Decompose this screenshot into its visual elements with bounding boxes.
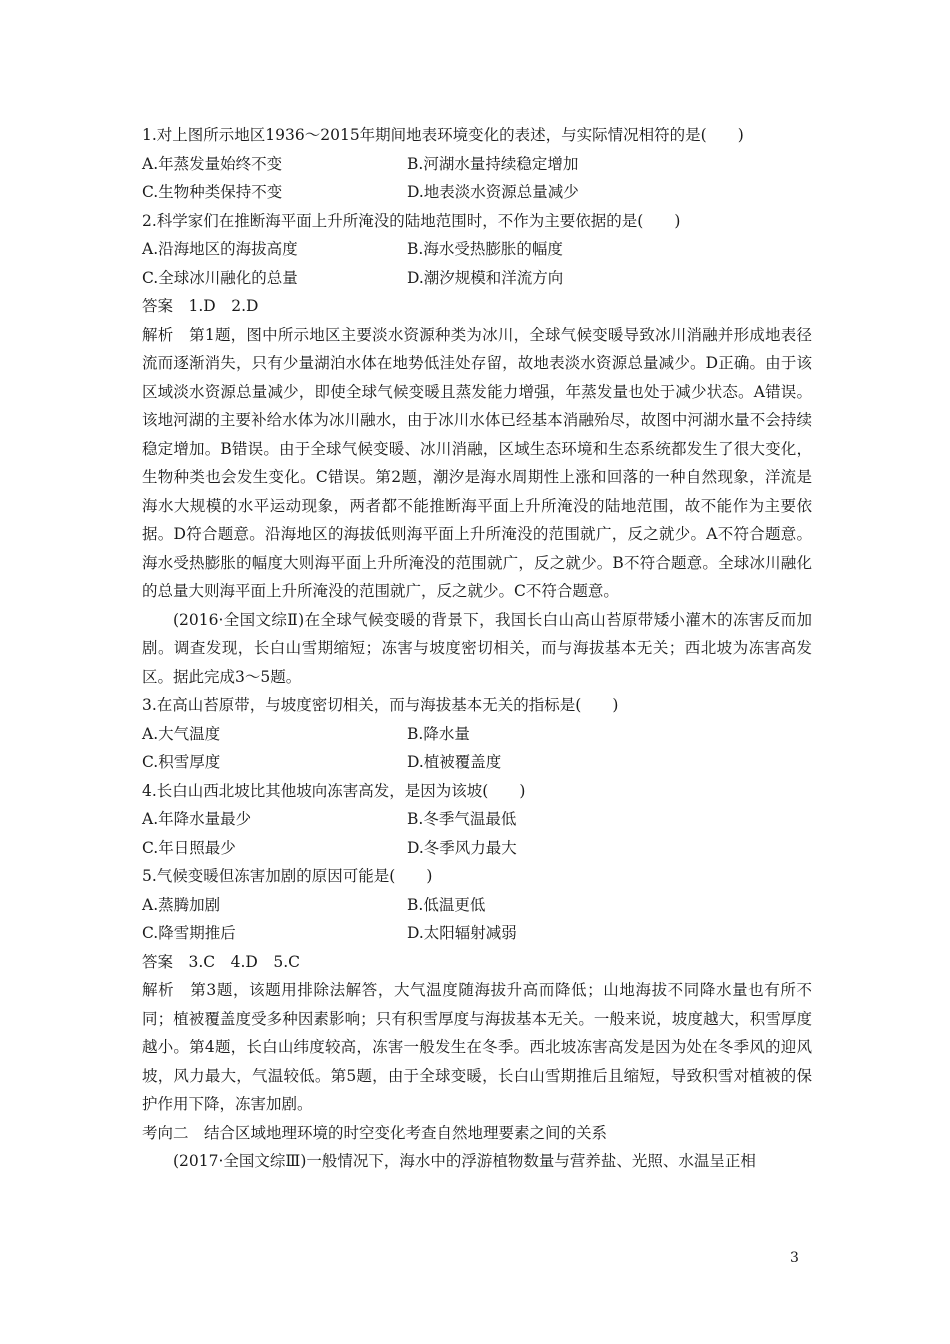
question-1-options-row-2 [142, 178, 812, 207]
q4-option-c: C.年日照最少 [142, 838, 236, 857]
q1-option-b: B.河湖水量持续稳定增加 [407, 154, 579, 173]
q4-option-d: D.冬季风力最大 [407, 838, 517, 857]
page-number: 3 [790, 1250, 799, 1266]
question-5-stem: 5.气候变暖但冻害加剧的原因可能是( ) [142, 867, 433, 885]
q1-option-c: C.生物种类保持不变 [142, 183, 283, 201]
question-4-options-row-2 [142, 834, 812, 863]
intro-next-questions: (2017·全国文综Ⅲ)一般情况下，海水中的浮游植物数量与营养盐、光照、水温呈正相 [173, 1152, 756, 1170]
question-3-options-row-1 [142, 720, 812, 749]
q5-option-d: D.太阳辐射减弱 [407, 924, 517, 942]
analysis-1-2: 解析 第1题，图中所示地区主要淡水资源种类为冰川，全球气候变暖导致冰川消融并形成地表径流而逐渐消失，只有少量湖泊水体在地势低洼处存留，故地表淡水资源总量减少。D正确。由于该区域淡水资源总量减少，即使全球气候变暖且蒸发能力增强，年蒸发量也处于减少状态。A错误。该地河湖的主要补给水体为冰川融水，由于冰川水体已经基本消融殆尽，故图中河湖水量不会持续稳定增加。B错误。由于全球气候变暖、冰川消融，区域生态环境和生态系统都发生了很大变化，生物种类也会发生变化。C错误。第2题，潮汐是海水周期性上涨和回落的一种自然现象，洋流是海水大规模的水平运动现象，两者都不能推断海平面上升所淹没的陆地范围，故不能作为主要依据。D符合题意。沿海地区的海拔低则海平面上升所淹没的范围就广，反之就少。A不符合题意。海水受热膨胀的幅度大则海平面上升所淹没的范围就广，反之就少。B不符合题意。全球冰川融化的总量大则海平面上升所淹没的范围就广，反之就少。C不符合题意。 [142, 325, 812, 600]
question-2-options-row-2 [142, 264, 812, 293]
q2-option-d: D.潮汐规模和洋流方向 [407, 268, 564, 287]
question-1-options-row-1 [142, 150, 812, 179]
q2-option-a: A.沿海地区的海拔高度 [142, 240, 298, 258]
question-4-options-row-1 [142, 805, 812, 834]
q3-option-d: D.植被覆盖度 [407, 753, 502, 771]
q5-option-b: B.低温更低 [407, 895, 486, 914]
question-5-options-row-2 [142, 919, 812, 948]
question-5-options-row-1 [142, 891, 812, 920]
question-3-options-row-2 [142, 748, 812, 777]
intro-questions-3-5: (2016·全国文综Ⅱ)在全球气候变暖的背景下，我国长白山高山苔原带矮小灌木的冻害反而加剧。调查发现，长白山雪期缩短；冻害与坡度密切相关，而与海拔基本无关；西北坡为冻害高发区。据此完成3～5题。 [142, 610, 812, 686]
q1-option-d: D.地表淡水资源总量减少 [407, 183, 579, 201]
question-2-stem: 2.科学家们在推断海平面上升所淹没的陆地范围时，不作为主要依据的是( ) [142, 211, 681, 230]
answer-1-2: 答案 1.D 2.D [142, 297, 259, 315]
q5-option-a: A.蒸腾加剧 [142, 895, 221, 914]
analysis-3-5: 解析 第3题，该题用排除法解答，大气温度随海拔升高而降低；山地海拔不同降水量也有所不同；植被覆盖度受多种因素影响；只有积雪厚度与海拔基本无关。一般来说，坡度越大，积雪厚度越小。第4题，长白山纬度较高，冻害一般发生在冬季。西北坡冻害高发是因为处在冬季风的迎风坡，风力最大，气温较低。第5题，由于全球变暖，长白山雪期推后且缩短，导致积雪对植被的保护作用下降，冻害加剧。 [142, 981, 812, 1113]
answer-3-5: 答案 3.C 4.D 5.C [142, 952, 301, 971]
q3-option-c: C.积雪厚度 [142, 753, 221, 771]
section-heading: 考向二 结合区域地理环境的时空变化考查自然地理要素之间的关系 [142, 1123, 608, 1142]
q5-option-c: C.降雪期推后 [142, 924, 236, 942]
q2-option-c: C.全球冰川融化的总量 [142, 268, 298, 287]
q4-option-b: B.冬季气温最低 [407, 810, 517, 828]
question-2-options-row-1 [142, 235, 812, 264]
q4-option-a: A.年降水量最少 [142, 810, 252, 828]
q1-option-a: A.年蒸发量始终不变 [142, 154, 283, 173]
question-3-stem: 3.在高山苔原带，与坡度密切相关，而与海拔基本无关的指标是( ) [142, 696, 619, 714]
q2-option-b: B.海水受热膨胀的幅度 [407, 240, 563, 258]
q3-option-a: A.大气温度 [142, 724, 221, 743]
q3-option-b: B.降水量 [407, 724, 470, 743]
question-4-stem: 4.长白山西北坡比其他坡向冻害高发，是因为该坡( ) [142, 781, 526, 800]
page-content [142, 121, 812, 1176]
question-1-stem: 1.对上图所示地区1936～2015年期间地表环境变化的表述，与实际情况相符的是( ) [142, 126, 744, 144]
